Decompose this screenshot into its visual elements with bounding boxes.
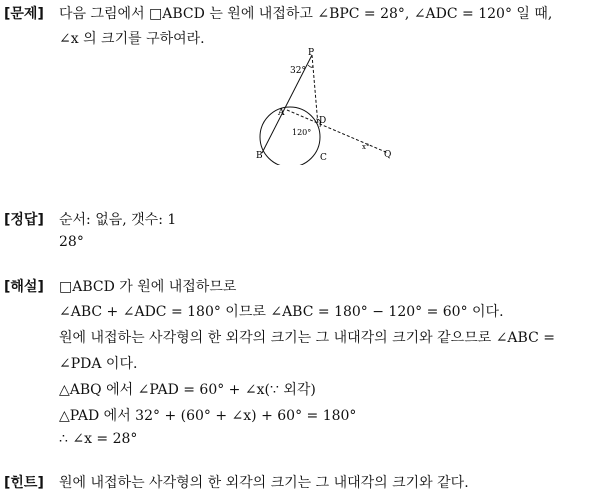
answer-label: [정답] [4, 212, 44, 228]
problem-label: [문제] [4, 6, 44, 22]
point-label-p: P [308, 48, 315, 58]
point-label-d: D [319, 116, 327, 126]
point-label-c: C [320, 153, 327, 163]
problem-text-line: 다음 그림에서 □ABCD 는 원에 내접하고 ∠BPC = 28°, ∠ADC = 120° 일 때, [59, 6, 553, 22]
explanation-line: ∠ABC + ∠ADC = 180° 이므로 ∠ABC = 180° − 120° = 60° 이다. [59, 304, 504, 320]
hint-label: [힌트] [4, 475, 44, 491]
hint-line: 원에 내접하는 사각형의 한 외각의 크기는 그 내대각의 크기와 같다. [59, 475, 469, 491]
answer-line: 28° [59, 234, 84, 250]
explanation-label: [해설] [4, 279, 44, 295]
explanation-line: ∠PDA 이다. [59, 356, 138, 372]
segment-pc [312, 55, 318, 125]
answer-line: 순서: 없음, 갯수: 1 [59, 212, 177, 228]
angle-label-d: 120° [292, 128, 312, 137]
geometry-figure [250, 45, 400, 165]
point-label-a: A [278, 108, 285, 118]
point-label-b: B [256, 151, 263, 161]
angle-arc-p [308, 65, 313, 67]
explanation-line: △PAD 에서 32° + (60° + ∠x) + 60° = 180° [59, 408, 357, 424]
point-label-q: Q [384, 150, 392, 160]
explanation-line: △ABQ 에서 ∠PAD = 60° + ∠x(∵ 외각) [59, 382, 316, 398]
angle-label-p: 32° [290, 66, 306, 76]
problem-text-line: ∠x 의 크기를 구하여라. [59, 31, 205, 47]
explanation-line: 원에 내접하는 사각형의 한 외각의 크기는 그 내대각의 크기와 같으므로 ∠ABC = [59, 330, 555, 346]
explanation-line: ∴ ∠x = 28° [59, 431, 138, 447]
explanation-line: □ABCD 가 원에 내접하므로 [59, 279, 237, 295]
angle-label-x: x° [362, 143, 370, 151]
